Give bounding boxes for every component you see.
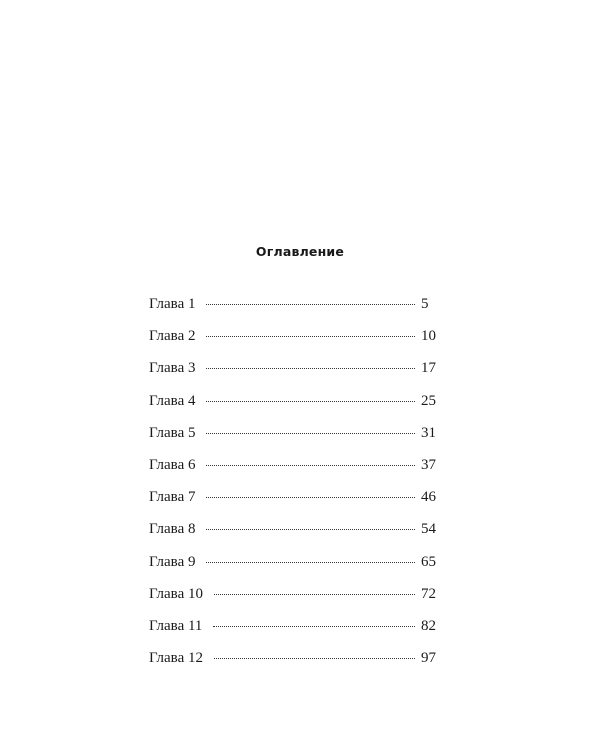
dot-leader <box>206 562 415 563</box>
toc-entry-chapter-6[interactable] <box>149 457 439 489</box>
toc-entry-page: 37 <box>421 456 436 473</box>
toc-entry-page: 82 <box>421 617 436 634</box>
dot-leader <box>206 433 415 434</box>
dot-leader <box>206 465 415 466</box>
toc-entry-label: Глава 10 <box>149 585 203 602</box>
dot-leader <box>214 658 415 659</box>
toc-entry-page: 25 <box>421 392 436 409</box>
toc-entry-chapter-4[interactable] <box>149 393 439 425</box>
toc-entry-chapter-3[interactable] <box>149 360 439 392</box>
toc-entry-chapter-10[interactable] <box>149 586 439 618</box>
dot-leader <box>206 336 415 337</box>
toc-entry-chapter-2[interactable] <box>149 328 439 360</box>
toc-entry-chapter-11[interactable] <box>149 618 439 650</box>
toc-entry-chapter-1[interactable] <box>149 296 439 328</box>
toc-entry-label: Глава 1 <box>149 296 196 312</box>
toc-entry-page: 17 <box>421 360 436 377</box>
toc-entry-label: Глава 12 <box>149 650 203 667</box>
toc-entry-label: Глава 8 <box>149 521 196 538</box>
dot-leader <box>213 626 415 627</box>
dot-leader <box>206 368 415 369</box>
toc-entry-chapter-7[interactable] <box>149 489 439 521</box>
dot-leader <box>214 594 415 595</box>
toc-entry-chapter-8[interactable] <box>149 521 439 553</box>
dot-leader <box>206 304 415 305</box>
toc-entry-page: 10 <box>421 328 436 345</box>
table-of-contents <box>149 296 439 682</box>
toc-entry-label: Глава 4 <box>149 392 196 409</box>
toc-entry-page: 31 <box>421 424 436 441</box>
toc-entry-chapter-12[interactable] <box>149 650 439 682</box>
dot-leader <box>206 497 415 498</box>
toc-entry-page: 65 <box>421 553 436 570</box>
toc-entry-label: Глава 5 <box>149 424 196 441</box>
dot-leader <box>206 529 415 530</box>
toc-entry-label: Глава 9 <box>149 553 196 570</box>
toc-entry-label: Глава 3 <box>149 360 196 377</box>
toc-entry-label: Глава 6 <box>149 456 196 473</box>
toc-entry-page: 46 <box>421 489 436 506</box>
toc-entry-chapter-9[interactable] <box>149 554 439 586</box>
dot-leader <box>206 401 415 402</box>
toc-title: Оглавление <box>255 244 345 259</box>
toc-entry-chapter-5[interactable] <box>149 425 439 457</box>
toc-entry-label: Глава 11 <box>149 617 203 634</box>
toc-entry-label: Глава 2 <box>149 328 196 345</box>
toc-entry-page: 5 <box>421 296 429 312</box>
toc-entry-page: 72 <box>421 585 436 602</box>
toc-entry-page: 54 <box>421 521 436 538</box>
toc-entry-label: Глава 7 <box>149 489 196 506</box>
toc-entry-page: 97 <box>421 650 436 667</box>
